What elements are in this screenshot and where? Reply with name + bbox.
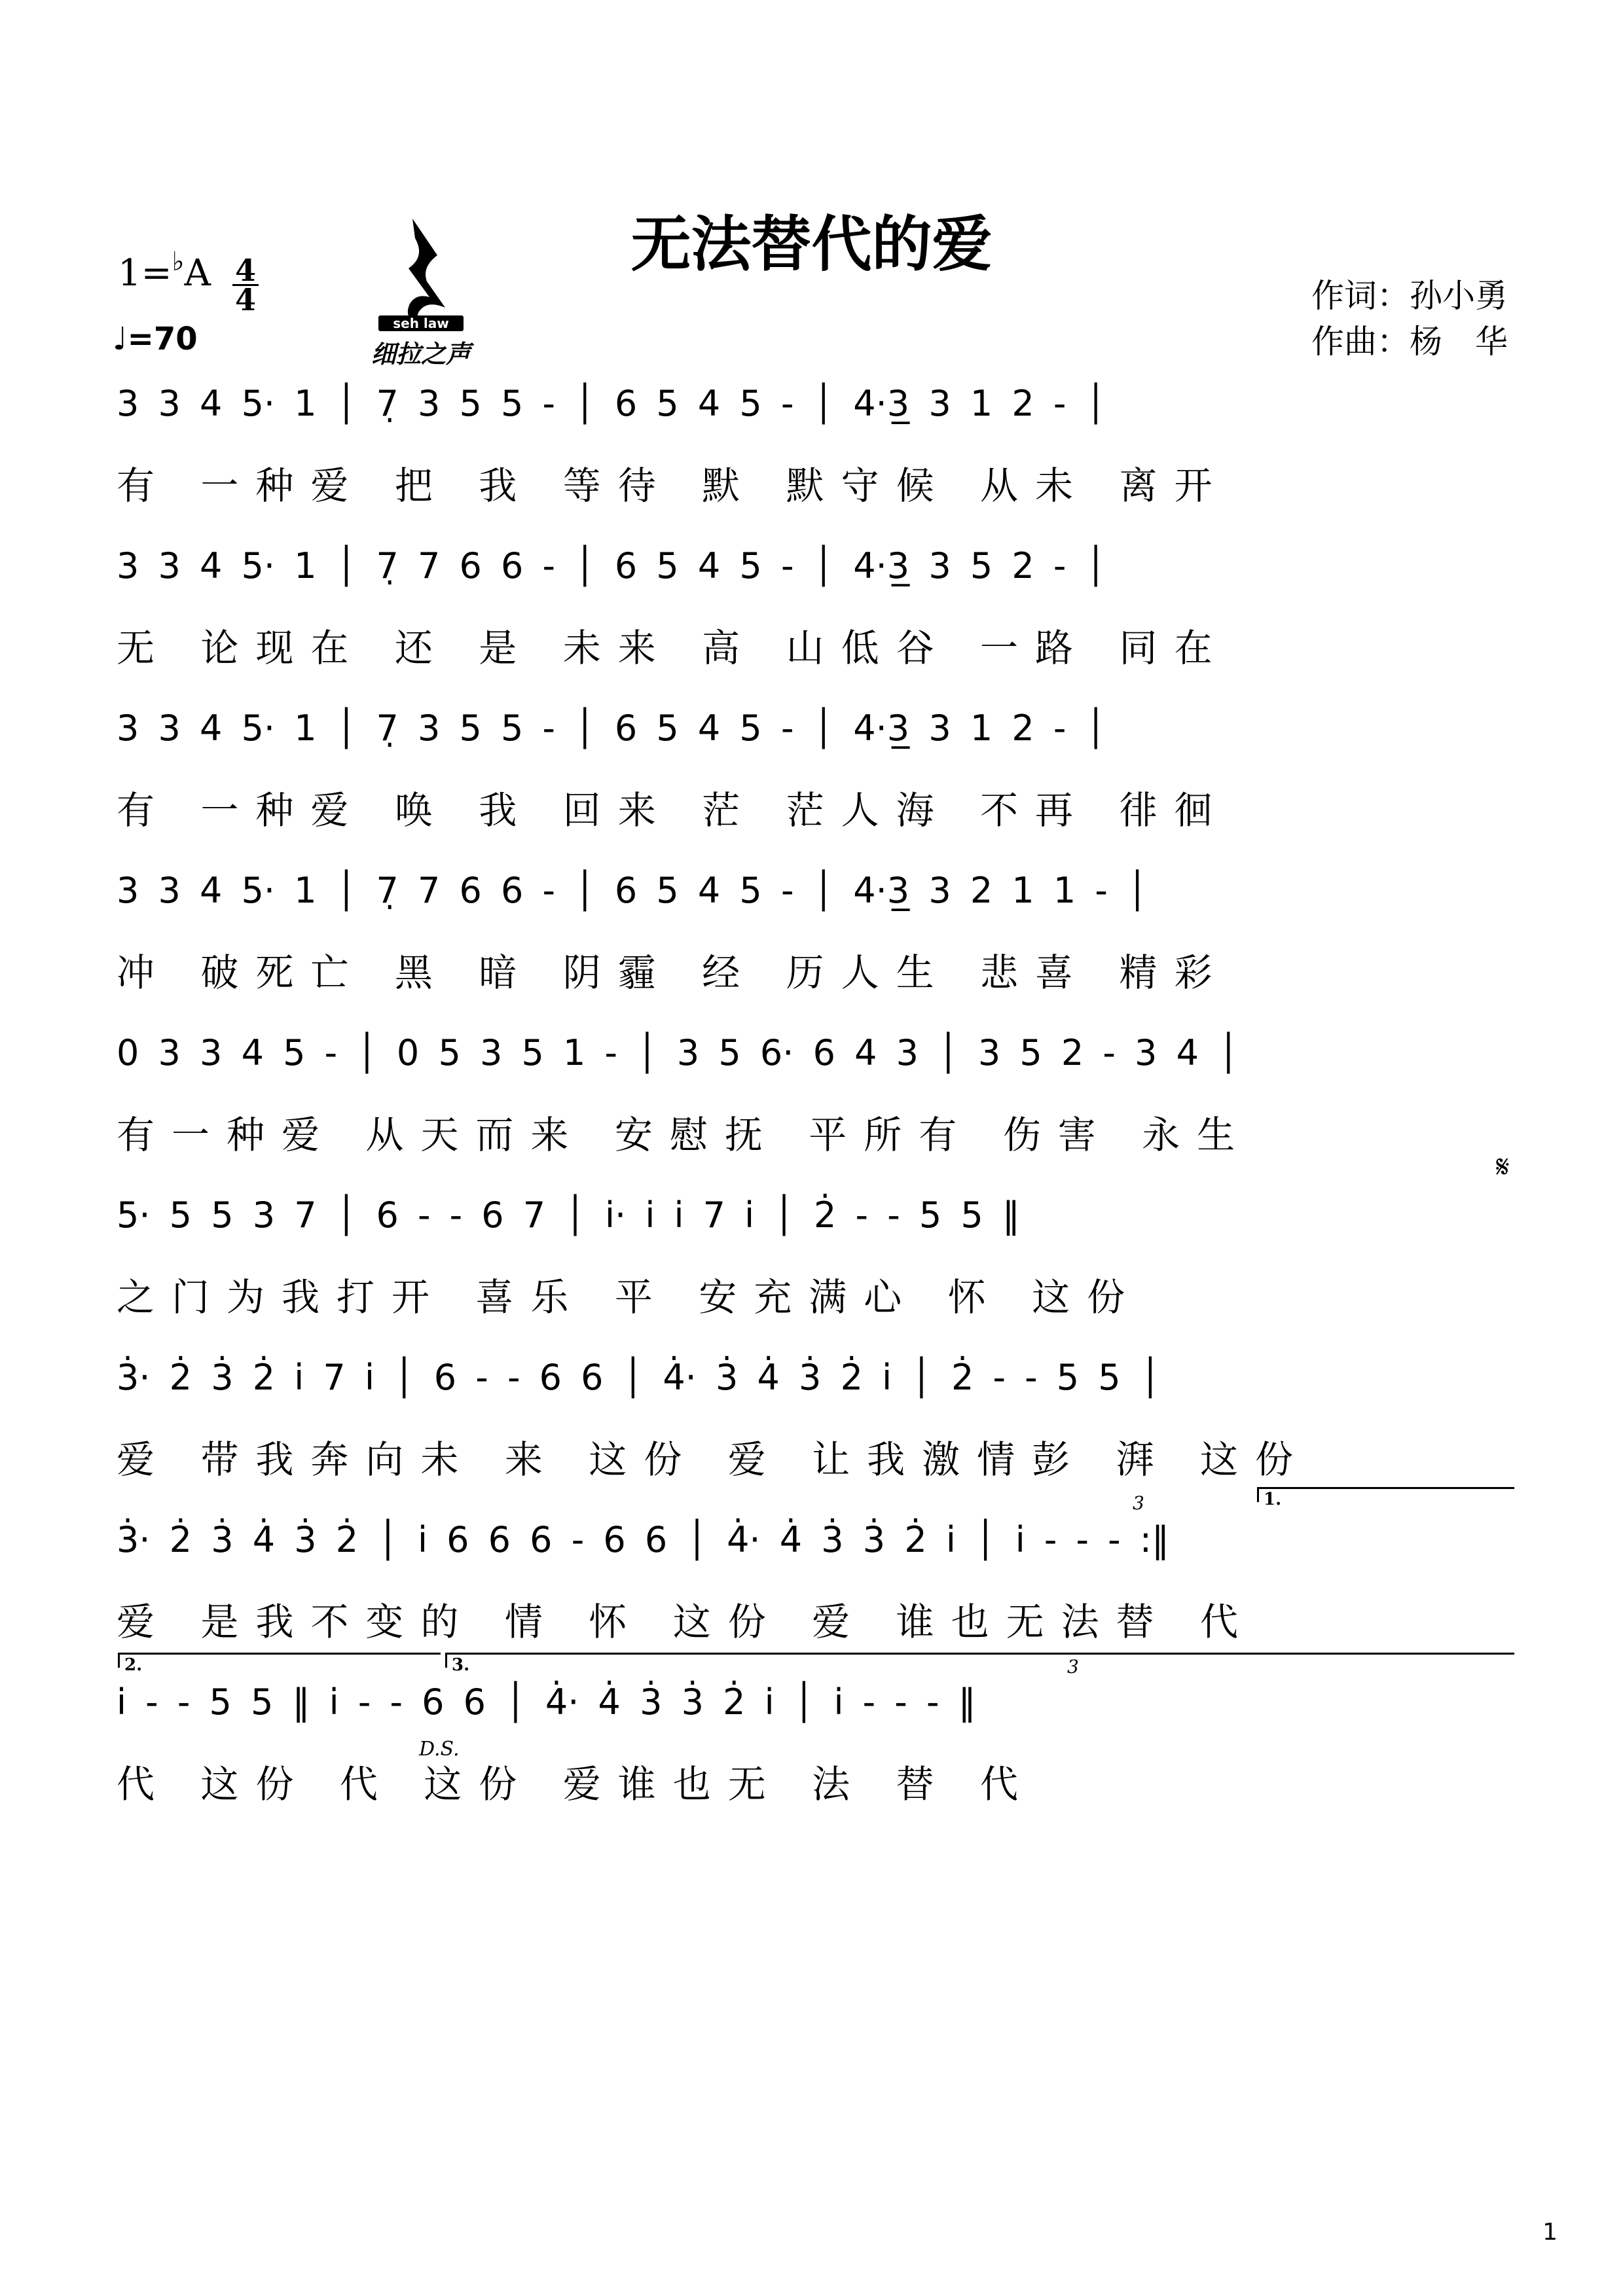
page-number: 1 bbox=[1542, 2219, 1558, 2246]
volta-bracket-3 bbox=[445, 1653, 1514, 1668]
lyric-row-8: 爱 是我不变的 情 怀 这份 爱 谁也无法替 代 bbox=[117, 1600, 1256, 1644]
triplet-mark-2: 3 bbox=[1067, 1656, 1079, 1677]
lyric-row-5: 有一种爱 从天而来 安慰抚 平所有 伤害 永生 bbox=[117, 1113, 1252, 1157]
lyric-row-2: 无 论现在 还 是 未来 高 山低谷 一路 同在 bbox=[117, 626, 1230, 670]
lyric-row-9: 代 这份 代 这份 爱谁也无 法 替 代 bbox=[117, 1762, 1036, 1806]
da-segno-mark: D.S. bbox=[419, 1738, 460, 1761]
key-signature: 1=♭A bbox=[118, 247, 211, 295]
notation-row-1: 3 3 4 5· 1 │ 7̣ 3 5 5 - │ 6 5 4 5 - │ 4·3̲ 3 1 2 - │ bbox=[117, 383, 1107, 424]
lyric-row-7: 爱 带我奔向未 来 这份 爱 让我激情彭 湃 这份 bbox=[117, 1437, 1311, 1482]
volta-bracket-1 bbox=[1257, 1487, 1514, 1502]
segno-sign: 𝄋 bbox=[1496, 1149, 1510, 1185]
time-signature: 4 4 bbox=[232, 257, 259, 314]
seh-law-logo bbox=[359, 216, 483, 367]
lyric-row-3: 有 一种爱 唤 我 回来 茫 茫人海 不再 徘徊 bbox=[117, 788, 1230, 833]
volta-number-3: 3. bbox=[452, 1655, 470, 1675]
triplet-mark-1: 3 bbox=[1133, 1492, 1144, 1514]
lyric-row-4: 冲 破死亡 黑 暗 阴霾 经 历人生 悲喜 精彩 bbox=[117, 950, 1230, 995]
composer-credit: 作曲：杨 华 bbox=[1311, 323, 1508, 361]
notation-row-9: i - - 5 5 ‖ i - - 6 6 │ 4̇· 4̇ 3̇ 3̇ 2̇ i │ i - - - ‖ bbox=[117, 1681, 976, 1723]
tempo-marking: ♩=70 bbox=[113, 321, 198, 357]
lyricist-credit: 作词：孙小勇 bbox=[1311, 277, 1508, 315]
lyric-row-1: 有 一种爱 把 我 等待 默 默守候 从未 离开 bbox=[117, 463, 1230, 508]
notation-row-5: 0 3 3 4 5 - │ 0 5 3 5 1 - │ 3 5 6· 6 4 3 │ 3 5 2 - 3 4 │ bbox=[117, 1032, 1239, 1073]
notation-row-4: 3 3 4 5· 1 │ 7̣ 7 6 6 - │ 6 5 4 5 - │ 4·3̲ 3 2 1 1 - │ bbox=[117, 870, 1148, 911]
volta-number-1: 1. bbox=[1264, 1490, 1282, 1509]
notation-row-2: 3 3 4 5· 1 │ 7̣ 7 6 6 - │ 6 5 4 5 - │ 4·3̲ 3 5 2 - │ bbox=[117, 545, 1107, 586]
notation-row-3: 3 3 4 5· 1 │ 7̣ 3 5 5 - │ 6 5 4 5 - │ 4·3̲ 3 1 2 - │ bbox=[117, 708, 1107, 749]
lyric-row-6: 之门为我打开 喜乐 平 安充满心 怀 这份 bbox=[117, 1275, 1142, 1319]
notation-row-6: 5· 5 5 3 7 │ 6 - - 6 7 │ i· i i 7 i │ 2̇ - - 5 5 ‖ bbox=[117, 1194, 1020, 1236]
notation-row-8: 3̇· 2̇ 3̇ 4̇ 3̇ 2̇ │ i 6 6 6 - 6 6 │ 4̇· 4̇ 3̇ 3̇ 2̇ i │ i - - - :‖ bbox=[117, 1519, 1169, 1560]
logo-latin-text: seh law bbox=[378, 315, 464, 331]
volta-bracket-2 bbox=[118, 1653, 441, 1668]
song-title: 无法替代的爱 bbox=[630, 209, 993, 279]
logo-chinese-text: 细拉之声 bbox=[371, 340, 471, 368]
notation-row-7: 3̇· 2̇ 3̇ 2̇ i 7 i │ 6 - - 6 6 │ 4̇· 3̇ 4̇ 3̇ 2̇ i │ 2̇ - - 5 5 │ bbox=[117, 1357, 1161, 1398]
quarter-rest-icon bbox=[359, 216, 483, 327]
volta-number-2: 2. bbox=[124, 1655, 143, 1675]
